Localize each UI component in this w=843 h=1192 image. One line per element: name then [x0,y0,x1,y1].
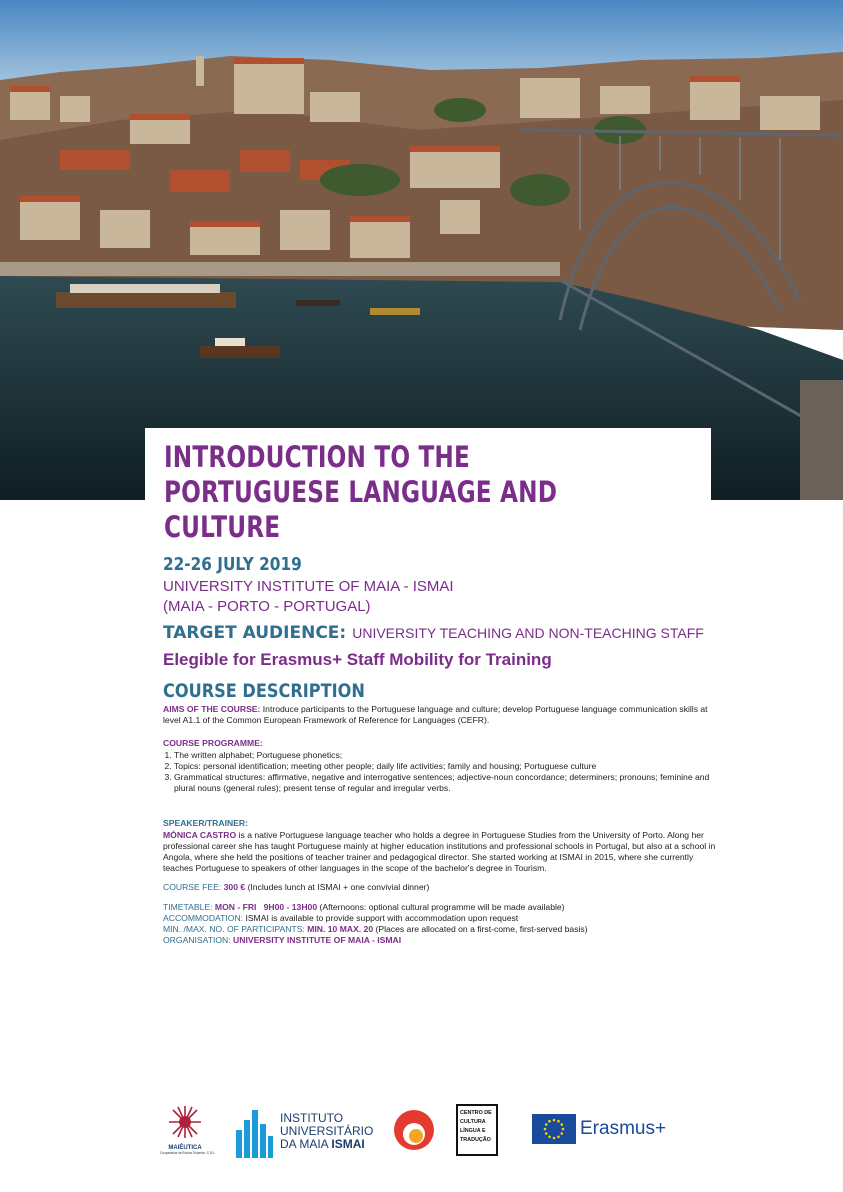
aims-label: AIMS OF THE COURSE: [163,704,261,714]
eu-flag-icon [532,1114,576,1144]
cclt-line-4: TRADUÇÃO [460,1137,491,1143]
event-dates: 22-26 JULY 2019 [163,554,302,575]
target-audience [163,623,723,643]
fee-value: 300 € [223,882,246,893]
timetable-value: MON - FRI 9H00 - 13H00 [214,901,318,912]
speaker-label: SPEAKER/TRAINER: [163,818,248,829]
cclt-line-3: LÍNGUA E [460,1128,486,1134]
participants-max: MAX. 20 [339,924,374,935]
cclt-line-2: CULTURA [460,1119,486,1125]
list-item: 3. Grammatical structures: affirmative, negative and interrogative sentences; adjective-noun concordance; determiners; pronouns; feminine and plural nouns (general rules); present tense of regular and irregular verbs. [174,772,723,794]
cclt-line-1: CENTRO DE [460,1110,492,1116]
ismai-line-2: UNIVERSITÁRIO [280,1124,374,1138]
partner-logos [160,1104,680,1164]
ismai-line-3: DA MAIA [280,1137,329,1151]
speaker-name: MÓNICA CASTRO [163,829,237,840]
cclt-logo [456,1104,498,1156]
main-content [163,554,723,946]
maieutica-name: MAIÊUTICA [168,1145,202,1151]
course-description-heading: COURSE DESCRIPTION [163,680,365,702]
programme-list [163,750,723,795]
organisation-label: ORGANISATION: [163,935,231,946]
fee-section [163,882,723,893]
venue-line-2: (MAIA - PORTO - PORTUGAL) [163,598,371,615]
fee-note: (Includes lunch at ISMAI + one convivial dinner) [247,882,430,893]
aims-section [163,704,723,726]
ismai-emblem-icon [236,1106,274,1158]
participants-label: MIN. /MAX. NO. OF PARTICIPANTS: [163,924,305,935]
speaker-bio: is a native Portuguese language teacher who holds a degree in Portuguese Studies from the University of Porto. Along her professional career she has taught Portuguese mainly at higher education institutions and professional schools in Portugal, but also at a school in Angola, where she held the positions of teacher trainer and pedagogical director. She started working at ISMAI in 2015, where she currently teaches Portuguese to speakers of other languages in the scope of the bachelor's degree in Tourism. [163,829,716,874]
target-audience-label: TARGET AUDIENCE: [163,623,347,643]
programme-label: COURSE PROGRAMME: [163,738,263,749]
speaker-section [163,818,723,874]
accommodation-row [163,913,723,924]
participants-min: MIN. 10 [307,924,338,935]
page-title: INTRODUCTION TO THE PORTUGUESE LANGUAGE AND CULTURE [164,440,558,544]
ismai-logo [236,1106,376,1158]
hero-photo [0,0,843,500]
target-audience-value: UNIVERSITY TEACHING AND NON-TEACHING STAFF [352,625,704,641]
list-item: 2. Topics: personal identification; meeting other people; daily life activities; family and housing; Portuguese culture [174,761,723,772]
timetable-label: TIMETABLE: [163,901,213,912]
ismai-line-1: INSTITUTO [280,1111,344,1125]
timetable-note: (Afternoons: optional cultural programme will be made available) [319,901,565,912]
accommodation-text: ISMAI is available to provide support with accommodation upon request [245,912,519,923]
practical-info [163,902,723,947]
porto-cityscape-image [0,0,843,500]
circle-emblem-icon [392,1108,436,1152]
maieutica-emblem-icon [160,1104,210,1140]
participants-note: (Places are allocated on a first-come, first-served basis) [375,924,588,935]
maieutica-subtitle: Cooperativa de Ensino Superior, C.R.L. [160,1151,216,1155]
list-item: 1. The written alphabet; Portuguese phonetics; [174,750,723,761]
erasmus-plus-label: Erasmus+ [580,1118,667,1139]
eligibility-note: Elegible for Erasmus+ Staff Mobility for Training [163,650,552,669]
organisation-value: UNIVERSITY INSTITUTE OF MAIA - ISMAI [233,935,402,946]
timetable-row [163,902,723,913]
erasmus-plus-logo [532,1114,682,1148]
aims-text: Introduce participants to the Portuguese language and culture; develop Portuguese language communication skills at level A1.1 of the Common European Framework of Reference for Languages (CEFR). [163,704,708,726]
red-circle-logo [392,1108,436,1158]
fee-label: COURSE FEE: [163,882,222,893]
venue-line-1: UNIVERSITY INSTITUTE OF MAIA - ISMAI [163,578,454,595]
programme-section [163,738,723,794]
maieutica-logo [160,1104,216,1160]
accommodation-label: ACCOMMODATION: [163,912,244,923]
ismai-acronym: ISMAI [331,1137,365,1151]
organisation-row [163,935,723,946]
participants-row [163,924,723,935]
